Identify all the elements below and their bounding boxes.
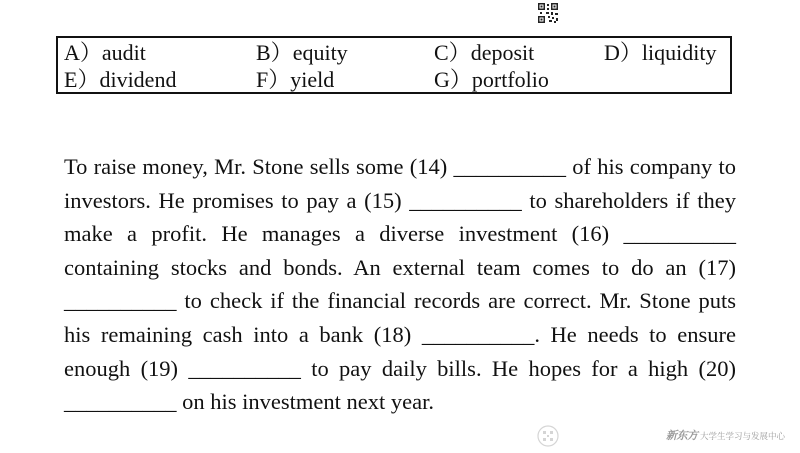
footer-text: 大学生学习与发展中心 (700, 432, 786, 442)
wechat-qr-icon (535, 424, 561, 448)
option-g: G）portfolio (434, 67, 549, 92)
footer-logo: 新东方 (666, 429, 698, 442)
word-bank-box (56, 36, 732, 94)
option-d: D）liquidity (604, 40, 717, 65)
cloze-passage: To raise money, Mr. Stone sells some (14) __________ of his company to investors. He promises to pay a (15) __________ to shareholders if they make a profit. He manages a diverse investment (16) __________ containing stocks and bonds. An external team comes to do an (17) __________ to check if the financial records are correct. Mr. Stone puts his remaining cash into a bank (18) __________. He needs to ensure enough (19) __________ to pay daily bills. He hopes for a high (20) __________ on his investment next year. (64, 154, 736, 415)
option-e: E）dividend (64, 67, 177, 92)
option-a: A）audit (64, 40, 146, 65)
option-f: F）yield (256, 67, 335, 92)
option-b: B）equity (256, 40, 348, 65)
option-c: C）deposit (434, 40, 535, 65)
qr-code-icon (537, 2, 559, 24)
